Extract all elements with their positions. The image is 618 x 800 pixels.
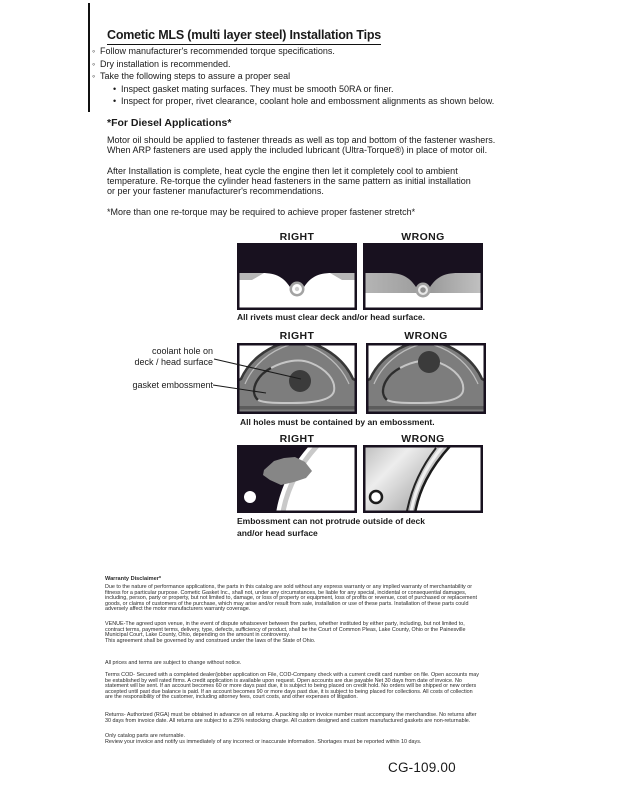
warranty-line: Terms COD- Secured with a completed dealer/jobber application on File, COD-Company check with a current credit card number on file. Open accounts may [105, 672, 479, 678]
rivet-shape [416, 283, 431, 298]
tip-item: ◦ Dry installation is recommended. [100, 58, 494, 71]
wrong-label: WRONG [401, 231, 445, 243]
diagram-row2-right-panel [237, 343, 357, 414]
diesel-paragraph-2 [107, 166, 471, 196]
paragraph-line: or per your fastener manufacturer's recommendations. [107, 186, 324, 196]
coolant-hole-annotation [117, 346, 213, 367]
row1-caption: All rivets must clear deck and/or head surface. [237, 312, 426, 322]
warranty-line: Only catalog parts are returnable. [105, 733, 186, 739]
diagram-row1-wrong-panel [363, 243, 483, 310]
warranty-line: adversely affect the motor manufacturers warranty coverage. [105, 606, 251, 613]
warranty-line: goods, or claims of customers of the purchase, which may arise and/or result from sale, installation or use of these parts. Installation of these parts could [105, 600, 469, 607]
diagram-row3-right-panel [237, 445, 357, 513]
tip-subitem: • Inspect for proper, rivet clearance, coolant hole and embossment alignments as shown below. [100, 95, 494, 108]
caption-line: and/or head surface [237, 527, 318, 538]
caption-line: Embossment can not protrude outside of deck [237, 516, 425, 526]
warranty-paragraph-returns [105, 713, 477, 724]
bolt-hole-shape [370, 491, 382, 503]
warranty-line: accepted until past due balance is paid. If an account becomes 90 or more days past due, it is subject to being placed for collections. All costs of collection [105, 688, 473, 695]
tip-subitem: • Inspect gasket mating surfaces. They must be smooth 50RA or finer. [100, 83, 494, 96]
coolant-hole-shape [418, 351, 440, 373]
warranty-line: VENUE-The agreed upon venue, in the event of dispute whatsoever between the parties, whether instituted by either party, including, but not limited to, [105, 621, 465, 627]
warranty-paragraph-terms [105, 673, 479, 701]
gasket-embossment-annotation [117, 380, 213, 391]
warranty-line: contract terms, payment terms, delivery, type, defects, sufficiency of product, shall be the Court of Common Pleas, Lake County, Ohio or the Painesville [105, 626, 466, 633]
warranty-line: fitness for a particular purpose. Cometic Gasket Inc., shall not, under any circumstances, be liable for any special, incidental or consequential damages, [105, 589, 467, 596]
rivet-shape [290, 282, 305, 297]
annotation-line: deck / head surface [134, 356, 213, 367]
row3-caption [237, 516, 425, 539]
page-title: Cometic MLS (multi layer steel) Installation Tips [107, 28, 381, 45]
diesel-paragraph-1 [107, 135, 495, 155]
right-label: RIGHT [279, 231, 315, 243]
diagram-row3-wrong-panel [363, 445, 483, 513]
installation-tips-list [100, 45, 494, 108]
right-label: RIGHT [279, 433, 315, 445]
row2-caption: All holes must be contained by an embossment. [240, 417, 435, 427]
wrong-label: WRONG [401, 433, 445, 445]
warranty-line: statement will be sent. If an account becomes 60 or more days past due, it is subject to being placed on credit hold. No orders will be shipped or new orders [105, 683, 477, 690]
paragraph-line: temperature. Re-torque the cylinder head fasteners in the same pattern as initial installation [107, 176, 471, 186]
warranty-prices-note: All prices and terms are subject to change without notice. [105, 660, 242, 666]
warranty-paragraph-venue [105, 622, 465, 644]
diagram-row2-wrong-panel [366, 343, 486, 414]
warranty-line: Due to the nature of performance applications, the parts in this catalog are sold without any express warranty or any implied warranty of merchantability or [105, 584, 473, 590]
warranty-line: This agreement shall be governed by and construed under the laws of the State of Ohio. [105, 637, 316, 644]
annotation-line: coolant hole on [151, 346, 213, 356]
page-edge-mark [88, 3, 90, 112]
warranty-line: Review your invoice and notify us immediately of any incorrect or inaccurate information. Shortages must be reported within 10 days. [105, 738, 422, 745]
warranty-paragraph-1 [105, 585, 477, 613]
paragraph-line: After Installation is complete, heat cycle the engine then let it completely cool to ambient [107, 166, 458, 176]
diagram-row1-right-panel [237, 243, 357, 310]
warranty-line: are the responsibility of the customer, including attorney fees, court costs, and other expenses of litigation. [105, 694, 358, 701]
right-label: RIGHT [279, 330, 315, 342]
diesel-heading: *For Diesel Applications* [107, 117, 232, 129]
warranty-line: Municipal Court, Lake County, Ohio, depending on the amount in controversy. [105, 632, 290, 639]
page-number: CG-109.00 [388, 760, 456, 775]
warranty-heading: Warranty Disclaimer* [105, 576, 162, 582]
warranty-line: 30 days from invoice date. All returns are subject to a 25% restocking charge. All custom designed and custom manufactured gaskets are non-returnable. [105, 717, 471, 724]
coolant-hole-shape [289, 370, 311, 392]
tip-item: ◦ Follow manufacturer's recommended torque specifications. [100, 45, 494, 58]
tip-item: ◦ Take the following steps to assure a proper seal [100, 70, 494, 83]
warranty-paragraph-final [105, 734, 421, 745]
wrong-label: WRONG [404, 330, 448, 342]
paragraph-line: When ARP fasteners are used apply the included lubricant (Ultra-Torque®) in place of motor oil. [107, 145, 488, 155]
warranty-line: including, person, party or property, but not limited to, damage, or loss of property or equipment, loss of profits or revenue, cost of purchased or replacement [105, 595, 478, 602]
warranty-line: be established by well rated firms. A credit application is available upon request. Open accounts are due payable Net 30 days from date of invoice. No [105, 677, 462, 684]
paragraph-line: Motor oil should be applied to fastener threads as well as top and bottom of the fastener washers. [107, 135, 496, 145]
bolt-hole-shape [244, 491, 256, 503]
annotation-line: gasket embossment [132, 380, 213, 390]
diesel-note: *More than one re-torque may be required to achieve proper fastener stretch* [107, 207, 416, 217]
warranty-line: Returns- Authorized (RGA) must be obtained in advance on all returns. A packing slip or invoice number must accompany the merchandise. No returns after [105, 712, 477, 718]
